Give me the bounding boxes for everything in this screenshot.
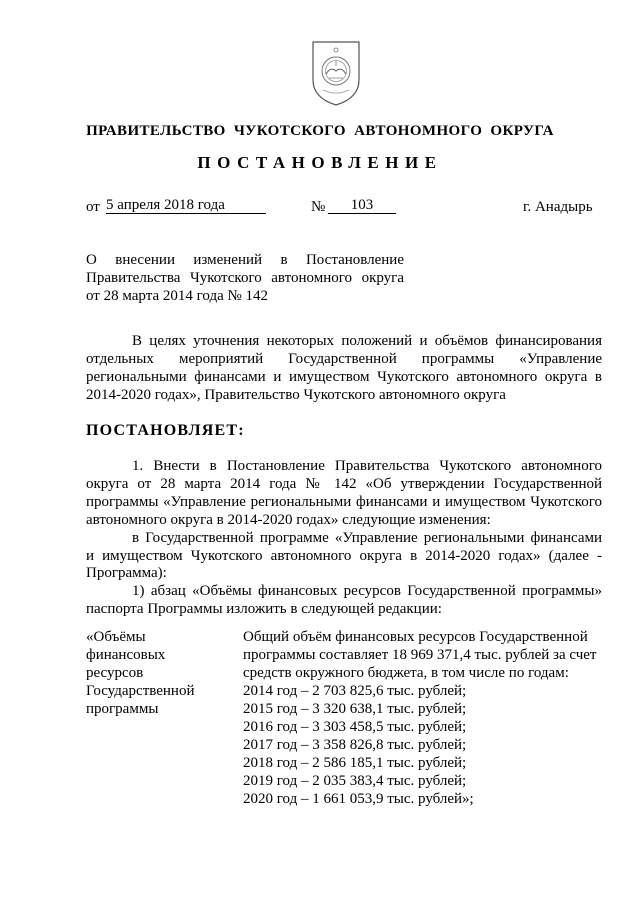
- year-line: 2014 год – 2 703 825,6 тыс. рублей;: [243, 683, 467, 699]
- year-line: 2018 год – 2 586 185,1 тыс. рублей;: [243, 755, 467, 771]
- government-title: ПРАВИТЕЛЬСТВО ЧУКОТСКОГО АВТОНОМНОГО ОКРУГА: [86, 123, 554, 139]
- table-left-line: финансовых: [86, 647, 166, 663]
- document-subject: [86, 251, 404, 305]
- table-left-line: «Объёмы: [86, 629, 146, 645]
- coat-of-arms-icon: [309, 38, 363, 108]
- year-line: 2015 год – 3 320 638,1 тыс. рублей;: [243, 701, 467, 717]
- decree-heading: ПОСТАНОВЛЯЕТ:: [86, 422, 245, 439]
- preamble-paragraph: [86, 332, 602, 404]
- year-line: 2016 год – 3 303 458,5 тыс. рублей;: [243, 719, 467, 735]
- table-right-line: программы составляет 18 969 371,4 тыс. рублей за счет: [243, 647, 597, 663]
- document-number: 103: [328, 198, 396, 214]
- subject-line: от 28 марта 2014 года № 142: [86, 288, 269, 304]
- preamble-line: региональными финансами и имуществом Чукотского автономного округа в: [86, 369, 602, 385]
- body-line: программы «Управление региональными финансами и имуществом Чукотского: [86, 493, 602, 510]
- body-line: паспорта Программы изложить в следующей редакции:: [86, 601, 442, 618]
- body-line: 1) абзац «Объёмы финансовых ресурсов Государственной программы»: [132, 583, 602, 600]
- preamble-line: 2014-2020 годах», Правительство Чукотского автономного округа: [86, 387, 506, 403]
- body-line: и имуществом Чукотского автономного округа в 2014-2020 годах» (далее -: [86, 547, 602, 564]
- decree-body: [86, 458, 602, 619]
- body-line: в Государственной программе «Управление региональными финансами: [132, 529, 602, 546]
- body-line: округа от 28 марта 2014 года № 142 «Об утверждении Государственной: [86, 475, 602, 492]
- year-line: 2017 год – 3 358 826,8 тыс. рублей;: [243, 737, 467, 753]
- subject-line: Правительства Чукотского автономного округа: [86, 270, 404, 286]
- subject-line: О внесении изменений в Постановление: [86, 252, 404, 268]
- document-place: г. Анадырь: [523, 199, 593, 215]
- document-type-title: ПОСТАНОВЛЕНИЕ: [197, 153, 443, 172]
- year-line: 2019 год – 2 035 383,4 тыс. рублей;: [243, 773, 467, 789]
- body-line: 1. Внести в Постановление Правительства Чукотского автономного: [132, 458, 602, 474]
- table-right-line: средств окружного бюджета, в том числе по годам:: [243, 665, 569, 681]
- body-line: Программа):: [86, 565, 167, 582]
- document-date: 5 апреля 2018 года: [106, 198, 266, 214]
- number-label: №: [311, 199, 326, 215]
- body-line: автономного округа в 2014-2020 годах» следующие изменения:: [86, 511, 491, 528]
- date-prefix-label: от: [86, 199, 100, 215]
- table-left-line: программы: [86, 701, 159, 717]
- table-left-line: Государственной: [86, 683, 195, 699]
- table-left-line: ресурсов: [86, 665, 144, 681]
- year-line: 2020 год – 1 661 053,9 тыс. рублей»;: [243, 791, 474, 807]
- table-right-line: Общий объём финансовых ресурсов Государственной: [243, 629, 588, 645]
- table-right-column: [243, 628, 605, 808]
- preamble-line: отдельных мероприятий Государственной программы «Управление: [86, 351, 602, 367]
- table-left-column: [86, 628, 226, 718]
- preamble-line: В целях уточнения некоторых положений и объёмов финансирования: [132, 333, 602, 349]
